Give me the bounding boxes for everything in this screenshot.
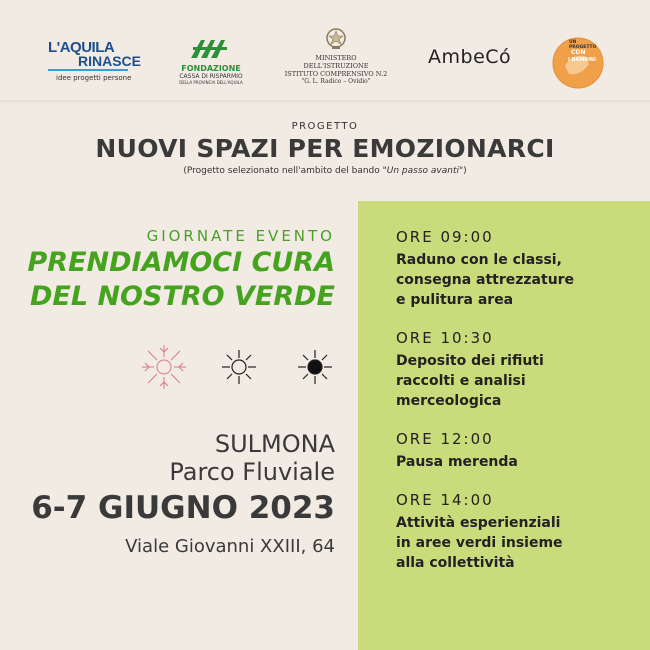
sun-filled-icon — [296, 348, 334, 386]
con-i-bambini-mid-text: CON — [571, 49, 586, 56]
note-suffix: ) — [463, 166, 467, 176]
ministero-line2: ISTITUTO COMPRENSIVO N.2 — [284, 70, 388, 78]
event-address: Viale Giovanni XXIII, 64 — [125, 536, 335, 557]
ambeco-logo — [428, 46, 518, 74]
con-i-bambini-logo — [551, 36, 605, 90]
decorative-icons — [140, 343, 340, 391]
laquila-title: L'AQUILA — [48, 39, 115, 56]
event-place: Parco Fluviale — [169, 458, 335, 486]
event-dates: 6-7 GIUGNO 2023 — [31, 490, 335, 526]
schedule-desc: Attività esperienziali in aree verdi insieme alla collettività — [396, 515, 563, 571]
event-label: GIORNATE EVENTO — [146, 227, 335, 245]
sun-outline-icon — [220, 348, 258, 386]
fondazione-carispaq-logo — [176, 38, 246, 88]
fondazione-line3: DELLA PROVINCIA DELL'AQUILA — [179, 80, 243, 85]
logo-underline — [48, 69, 128, 71]
project-label: PROGETTO — [291, 121, 359, 132]
note-italic: "Un passo avanti" — [382, 166, 464, 176]
ambeco-wordmark: AmbeCó — [428, 46, 512, 68]
schedule-desc: Raduno con le classi, consegna attrezzature e pulitura area — [396, 252, 575, 308]
italian-emblem-icon — [325, 26, 347, 50]
rinasce-title: RINASCE — [78, 53, 142, 69]
schedule-item — [396, 430, 636, 472]
laquila-tagline: idee progetti persone — [56, 74, 132, 82]
laquila-rinasce-logo — [48, 39, 142, 85]
event-title-line2: DEL NOSTRO VERDE — [29, 281, 335, 312]
schedule-desc: Pausa merenda — [396, 454, 518, 470]
fondazione-mark-icon — [189, 38, 233, 60]
sun-sketch-icon — [140, 343, 188, 391]
header-divider — [0, 100, 650, 104]
ministero-line3: "G. L. Radice – Ovidio" — [301, 78, 371, 85]
schedule-desc: Deposito dei rifiuti raccolti e analisi merceologica — [396, 353, 544, 409]
project-note — [0, 166, 650, 176]
schedule-time: ORE 12:00 — [396, 430, 494, 448]
con-i-bambini-bottom-text: I BAMBINI — [568, 57, 596, 63]
partner-logos-bar — [0, 0, 650, 100]
event-city: SULMONA — [214, 430, 335, 458]
schedule-time: ORE 10:30 — [396, 329, 494, 347]
ministero-line1: MINISTERO DELL'ISTRUZIONE — [303, 54, 369, 70]
project-title: NUOVI SPAZI PER EMOZIONARCI — [95, 134, 555, 163]
note-prefix: (Progetto selezionato nell'ambito del bando — [183, 166, 383, 176]
event-title-line1: PRENDIAMOCI CURA — [27, 247, 335, 278]
fondazione-line1: FONDAZIONE — [181, 64, 241, 73]
fondazione-line2: CASSA DI RISPARMIO — [179, 73, 243, 80]
schedule-time: ORE 14:00 — [396, 491, 494, 509]
schedule-time: ORE 09:00 — [396, 228, 494, 246]
schedule-item — [396, 491, 636, 573]
ministero-logo — [284, 26, 388, 90]
schedule-item — [396, 228, 636, 310]
con-i-bambini-top-text: UN PROGETTO — [569, 40, 597, 50]
schedule-item — [396, 329, 636, 411]
